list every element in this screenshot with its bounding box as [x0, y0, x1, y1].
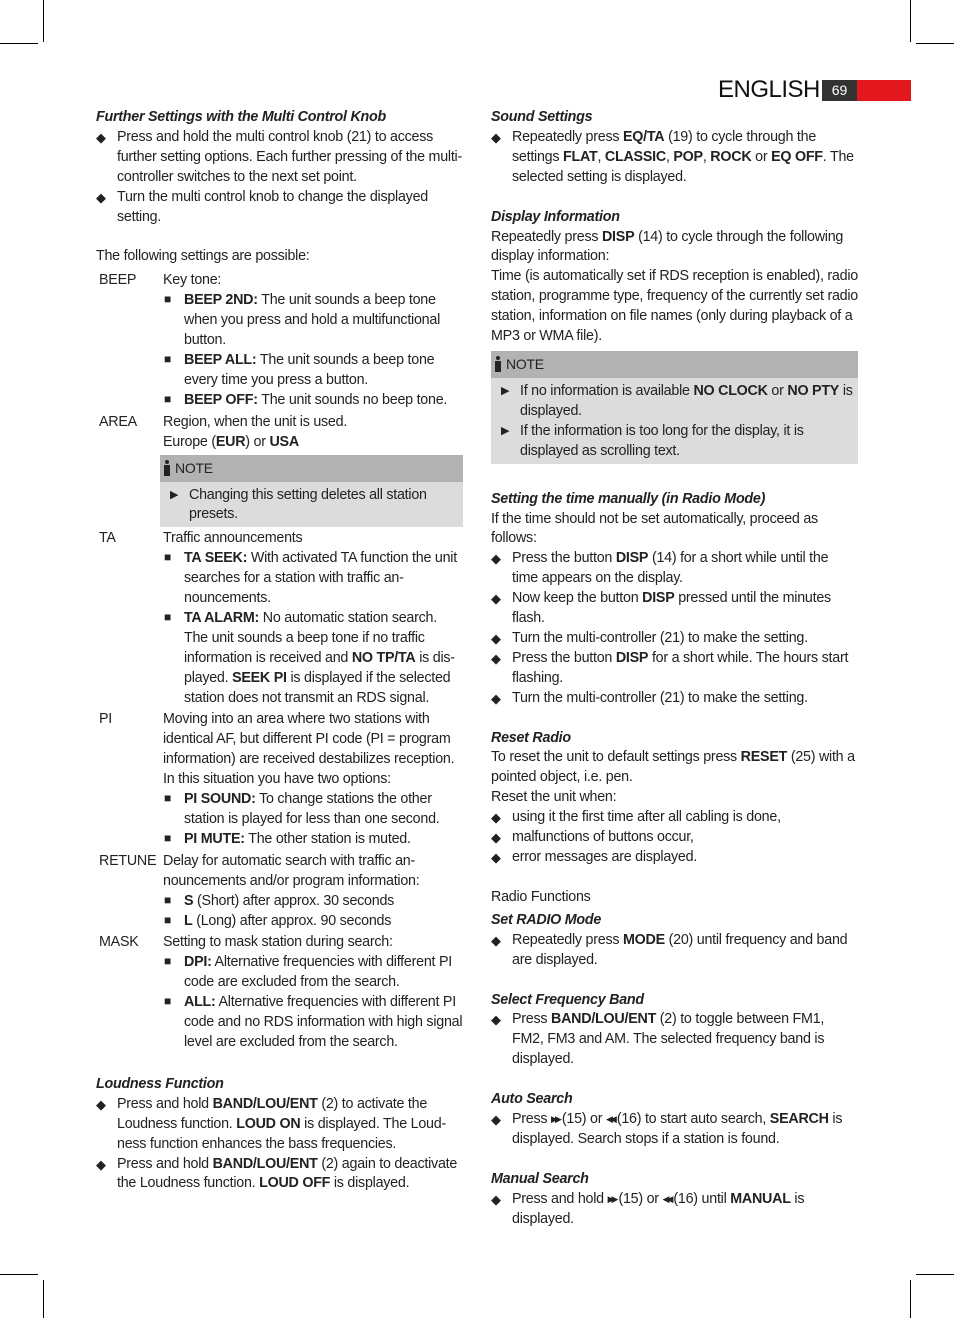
setting-beep: BEEP Key tone: ■ BEEP 2ND: The unit sounds a beep tone when you press and hold a multifunctional button. ■ BEEP ALL: The unit sounds a beep tone every time you press a button. ■ BEEP OFF: The unit sounds no beep tone. — [96, 271, 463, 410]
bullet: ◆ error messages are displayed. — [491, 848, 858, 868]
crop-mark — [0, 1274, 38, 1275]
list-item: ■ ALL: Alternative frequencies with different PI code and no RDS information with high signal level are excluded from the search. — [164, 994, 463, 1050]
note-item: ▶ If no information is available NO CLOCK or NO PTY is displayed. — [501, 382, 853, 419]
bullet: ◆ Press and hold ▶▶ (15) or ◀◀ (16) until MANUAL is displayed. — [491, 1190, 805, 1227]
list-item: ■ L (Long) after approx. 90 seconds — [164, 912, 392, 929]
crop-mark — [43, 1280, 44, 1318]
diamond-icon: ◆ — [491, 850, 501, 865]
bullet: ◆ Turn the multi-controller (21) to make the setting. — [491, 689, 858, 709]
heading-frequency-band: Select Frequency Band — [491, 991, 644, 1008]
heading-reset: Reset Radio — [491, 729, 571, 746]
diamond-icon: ◆ — [491, 551, 501, 567]
note-item: ▶ Changing this setting deletes all station presets. — [170, 486, 427, 523]
page-number: 69 — [822, 80, 857, 101]
bullet: ◆ malfunctions of buttons occur, — [491, 828, 858, 848]
triangle-icon: ▶ — [501, 384, 510, 397]
fast-forward-icon: ▶▶ — [551, 1114, 559, 1125]
square-icon: ■ — [164, 830, 171, 845]
square-icon: ■ — [164, 912, 171, 927]
square-icon: ■ — [164, 791, 171, 806]
bullet: ◆ Turn the multi control knob to change the displayed setting. — [96, 188, 428, 225]
square-icon: ■ — [164, 351, 171, 366]
bullet: ◆ Press BAND/LOU/ENT (2) to toggle between FM1, FM2, FM3 and AM. The selected frequency band is displayed. — [491, 1011, 825, 1068]
crop-mark — [0, 43, 38, 44]
bullet: ◆ Press and hold BAND/LOU/ENT (2) again to deactivate the Loudness function. LOUD OFF is displayed. — [96, 1155, 458, 1192]
note-box — [491, 351, 858, 464]
square-icon: ■ — [164, 994, 171, 1009]
note-header: NOTE — [160, 455, 463, 482]
list-item: ■ TA SEEK: With activated TA function the unit searches for a station with traffic announcements. — [164, 550, 457, 607]
page-language-title: ENGLISH — [718, 76, 820, 103]
bullet: ◆ Press the button DISP for a short while. The hours start flashing. — [491, 649, 849, 686]
heading-multi-knob: Further Settings with the Multi Control Knob — [96, 109, 386, 125]
bullet: ◆ Press and hold the multi control knob (21) to access further setting options. Each further pressing of the multi-controller switches to the next set point. — [96, 128, 462, 185]
setting-key: TA — [99, 530, 116, 547]
info-icon — [164, 460, 170, 476]
setting-key: AREA — [99, 413, 137, 430]
rewind-icon: ◀◀ — [605, 1114, 614, 1125]
setting-key: RETUNE — [99, 852, 157, 869]
note-header: NOTE — [491, 351, 858, 378]
list-item: ■ BEEP ALL: The unit sounds a beep tone every time you press a button. — [164, 351, 435, 388]
page-tab-red — [857, 80, 911, 101]
bullet: ◆ Press and hold BAND/LOU/ENT (2) to activate the Loudness function. LOUD ON is displayed. The Loudness function enhances the bass frequencies. — [96, 1095, 447, 1152]
diamond-icon: ◆ — [491, 1112, 501, 1128]
crop-mark — [910, 1280, 911, 1318]
square-icon: ■ — [164, 391, 171, 406]
bullet: ◆ Repeatedly press EQ/TA (19) to cycle through the settings FLAT, CLASSIC, POP, ROCK or EQ OFF. The selected setting is displayed. — [491, 128, 854, 185]
square-icon: ■ — [164, 550, 171, 565]
diamond-icon: ◆ — [491, 129, 501, 145]
crop-mark — [916, 1274, 954, 1275]
bullet: ◆ using it the first time after all cabling is done, — [491, 808, 858, 828]
diamond-icon: ◆ — [491, 1191, 501, 1207]
triangle-icon: ▶ — [170, 488, 179, 501]
diamond-icon: ◆ — [491, 690, 501, 706]
list-item: ■ BEEP OFF: The unit sounds no beep tone. — [164, 391, 448, 408]
info-icon — [495, 356, 501, 372]
list-item: ■ TA ALARM: No automatic station search. The unit sounds a beep tone if no traffic information is received and NO TP/TA is displayed. SEEK PI is displayed if the selected station does not transmit an RDS signal. — [164, 609, 456, 706]
diamond-icon: ◆ — [96, 1156, 106, 1172]
list-item: ■ BEEP 2ND: The unit sounds a beep tone when you press and hold a multifunctional button. — [164, 292, 440, 349]
settings-intro: The following settings are possible: — [96, 248, 310, 265]
list-item: ■ S (Short) after approx. 30 seconds — [164, 892, 395, 909]
list-item: ■ PI SOUND: To change stations the other station is played for less than one second. — [164, 791, 440, 827]
bullet: ◆ Press the button DISP (14) for a short while until the time appears on the display. — [491, 550, 829, 587]
bullet: ◆ Turn the multi-controller (21) to make the setting. — [491, 629, 858, 649]
square-icon: ■ — [164, 954, 171, 969]
diamond-icon: ◆ — [96, 1096, 106, 1112]
bullet: ◆ Press ▶▶ (15) or ◀◀ (16) to start auto search, SEARCH is displayed. Search stops if a station is found. — [491, 1111, 843, 1147]
setting-key: PI — [99, 711, 113, 728]
diamond-icon: ◆ — [96, 189, 106, 205]
list-item: ■ DPI: Alternative frequencies with different PI code are excluded from the search. — [164, 954, 452, 991]
diamond-icon: ◆ — [491, 932, 501, 948]
setting-key: MASK — [99, 934, 139, 951]
note-item: ▶ If the information is too long for the display, it is displayed as scrolling text. — [501, 422, 804, 459]
setting-retune: RETUNE Delay for automatic search with traffic announcements and/or program information: ■ S (Short) after approx. 30 seconds ■ L (Long) after approx. 90 seconds — [96, 852, 463, 932]
setting-mask: MASK Setting to mask station during search: ■ DPI: Alternative frequencies with different PI code are excluded from the search. ■ ALL: Alternative frequencies with different PI code and no RDS information with high signal level are excluded from the search. — [96, 933, 463, 1052]
diamond-icon: ◆ — [96, 129, 106, 145]
setting-pi: PI Moving into an area where two stations with identical AF, but different PI code (PI = program information) are received destabilizes reception. In this situation you have two options: ■ PI SOUND: To change stations the other station is played for less than one second. ■ PI MUTE: The other station is muted. — [96, 710, 463, 849]
heading-set-radio-mode: Set RADIO Mode — [491, 911, 602, 928]
list-item: ■ PI MUTE: The other station is muted. — [164, 830, 411, 847]
diamond-icon: ◆ — [491, 650, 501, 666]
left-column — [96, 108, 463, 1194]
heading-sound: Sound Settings — [491, 109, 593, 125]
square-icon: ■ — [164, 292, 171, 307]
triangle-icon: ▶ — [501, 424, 510, 437]
crop-mark — [43, 0, 44, 42]
heading-loudness: Loudness Function — [96, 1075, 224, 1092]
diamond-icon: ◆ — [491, 591, 501, 607]
crop-mark — [910, 0, 911, 42]
heading-radio-functions: Radio Functions — [491, 888, 591, 905]
square-icon: ■ — [164, 609, 171, 624]
diamond-icon: ◆ — [491, 830, 501, 846]
heading-auto-search: Auto Search — [491, 1091, 573, 1108]
square-icon: ■ — [164, 892, 171, 907]
rewind-icon: ◀◀ — [662, 1193, 671, 1204]
diamond-icon: ◆ — [491, 810, 501, 826]
setting-key: BEEP — [99, 272, 137, 289]
setting-area: AREA Region, when the unit is used. Europe (EUR) or USA NOTE ▶ Changing this setting deletes all station presets. — [96, 413, 463, 528]
fast-forward-icon: ▶▶ — [607, 1193, 616, 1204]
diamond-icon: ◆ — [491, 630, 501, 646]
right-column: Sound Settings ◆ Repeatedly press EQ/TA (19) to cycle through the settings FLAT, CLASSIC, POP, ROCK or EQ OFF. The selected setting is displayed. Display Information Repeatedly press DISP (14) to cycle through the following display information: Time (is automatically set if RDS reception is enabled), radio station, programme type, frequency of the currently set radio station, information on file names (only during playback of a MP3 or WMA file). NOTE ▶ If no information is available NO CLOCK or NO PTY is displayed. ▶ If the information is too long for the display, it is displayed as scrolling text. Setting the time manually (in Radio Mode) If the time should not be set automatically, proceed as follows: ◆ Press the button DISP (14) for a short while until the time appears on the display. ◆ Now keep the button DISP pressed until the minutes flash. ◆ Turn the multi-controller (21) to make the setting. ◆ Press the button DISP for a short while. The hours start flashing. ◆ Turn the multi-controller (21) to make the setting. Reset Radio To reset the unit to default settings press RESET (25) with a pointed object, i.e. pen. Reset the unit when: ◆ using it the first time after all cabling is done, ◆ malfunctions of buttons occur, ◆ error messages are displayed. Radio Functions Set RADIO Mode ◆ Repeatedly press MODE (20) until frequency and band are displayed. Select Frequency Band ◆ Press BAND/LOU/ENT (2) to toggle between FM1, FM2, FM3 and AM. The selected frequency band is displayed. Auto Search ◆ Press ▶▶ (15) or ◀◀ (16) to start auto search, SEARCH is displayed. Search stops if a station is found. Manual Search ◆ Press and hold ▶▶ (15) or ◀◀ (16) until MANUAL is displayed. — [491, 108, 858, 1230]
bullet: ◆ Now keep the button DISP pressed until the minutes flash. — [491, 590, 831, 627]
heading-manual-search: Manual Search — [491, 1170, 589, 1187]
setting-ta: TA Traffic announcements ■ TA SEEK: With activated TA function the unit searches for a station with traffic announcements. ■ TA ALARM: No automatic station search. The unit sounds a beep tone if no traffic information is received and NO TP/TA is displayed. SEEK PI is displayed if the selected station does not transmit an RDS signal. — [96, 529, 463, 708]
bullet: ◆ Repeatedly press MODE (20) until frequency and band are displayed. — [491, 931, 848, 968]
heading-display: Display Information — [491, 208, 620, 225]
note-box — [160, 455, 463, 528]
heading-time: Setting the time manually (in Radio Mode) — [491, 490, 766, 507]
crop-mark — [916, 43, 954, 44]
diamond-icon: ◆ — [491, 1012, 501, 1028]
